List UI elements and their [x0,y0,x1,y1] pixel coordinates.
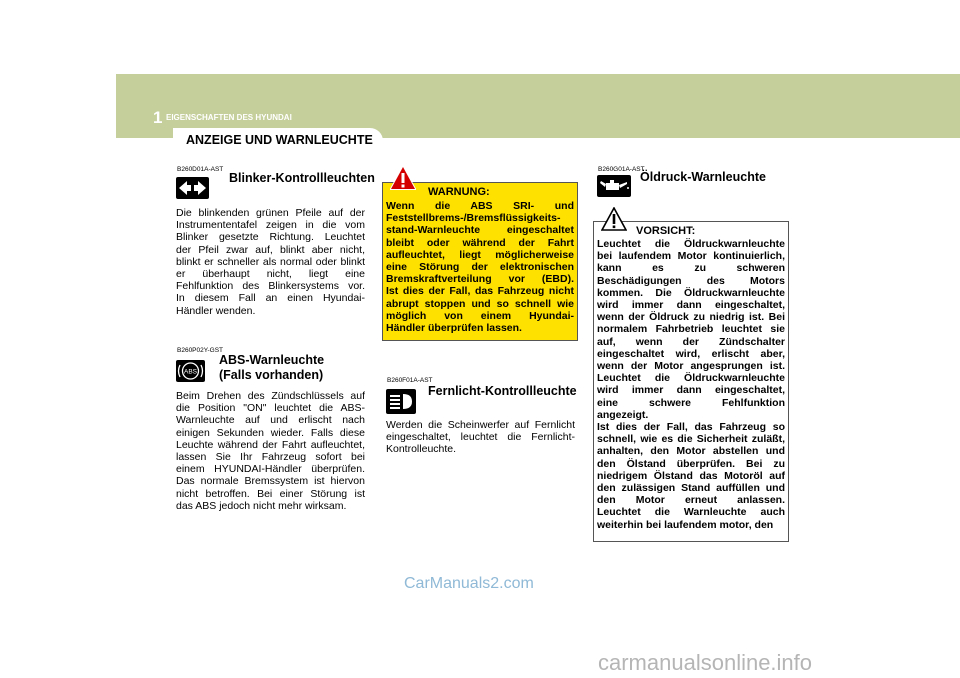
text-line: Fehlfunktion des Blinkersystems vor. [176,280,365,293]
text-line: möglich von einem Hyundai- [386,309,574,322]
text-line: nicht betroffen. Bei einer Störung ist [176,487,365,500]
text-line: blinkt er schneller als normal oder blinkt [176,255,365,268]
text-line: bei laufendem Motor kontinuierlich, [597,250,785,263]
text-line: Warnleuchte auf und erlischt nach [176,414,365,427]
text-line: eingeschaltet wird, erlischt aber, [597,347,785,360]
text-line: Das normale Bremssystem ist hiervon [176,475,365,488]
text-line: wird immer dann eingeschaltet, [597,299,785,312]
text-line: eingeschaltet, leuchtet die Fernlicht- [386,431,575,444]
highbeam-code: B260F01A-AST [387,377,433,384]
text-line: stand-Warnleuchte eingeschaltet [386,224,574,237]
warning-title: WARNUNG: [428,186,490,198]
text-line: Beschädigungen des Motors [597,274,785,287]
text-line: Leuchtet die Warnleuchte auch [597,506,785,519]
high-beam-icon [386,389,416,414]
text-line: das ABS jedoch nicht mehr wirksam. [176,499,347,512]
abs-title-line1: ABS-Warnleuchte [219,353,325,367]
watermark-bottom[interactable]: carmanualsonline.info [598,650,813,675]
text-line: Händler überprüfen lassen. [386,322,522,335]
text-line: In diesem Fall an einen Hyundai- [176,292,365,305]
text-line: abrupt stoppen und so schnell wie [386,297,574,310]
text-line: kann es zu schweren [597,262,785,275]
highbeam-text [386,419,575,456]
text-line: Ist dies der Fall, das Fahrzeug so [597,421,785,434]
text-line: angezeigt. [597,408,649,421]
text-line: er überhaupt nicht, liegt eine [176,268,365,281]
text-line: wenn der Motor angesprungen ist. [597,360,785,373]
text-line: Kontrolleuchte. [386,443,457,456]
abs-icon [176,360,205,382]
chapter-number: 1 [153,108,163,127]
text-line: anhalten, den Motor abstellen und [597,445,785,458]
text-line: der Pfeil zwar auf, blinkt aber nicht, [176,243,365,256]
text-line: Ist dies der Fall, das Fahrzeug nicht [386,285,574,298]
text-line: Werden die Scheinwerfer auf Fernlicht [386,419,575,431]
text-line: den Motor erneut anlassen. [597,494,785,507]
caution-text [597,238,785,531]
chapter-title: EIGENSCHAFTEN DES HYUNDAI [166,113,292,122]
text-line: kommen. Die Öldruckwarnleuchte [597,286,785,299]
text-line: lassen Sie Ihr Fahrzeug sofort bei [176,451,365,464]
turn-signal-arrows-icon [176,177,209,199]
text-line: aufleuchtet, liegt möglicherweise [386,248,574,261]
text-line: wird immer dann eingeschaltet, [597,384,785,397]
text-line: niedrigem Ölstand das Motoröl auf [597,469,785,482]
text-line: Leuchtet die Öldruckwarnleuchte [597,238,785,250]
abs-title-line2: (Falls vorhanden) [219,368,324,382]
blinker-title: Blinker-Kontrollleuchten [229,171,375,185]
text-line: eine schwere Fehlfunktion [597,396,785,409]
text-line: Instrumententafel zeigen in die vom [176,219,365,232]
text-line: Blinker gesetzte Richtung. Leuchtet [176,231,365,244]
text-line: den zulässigen Stand auffüllen und [597,482,785,495]
abs-text [176,390,365,512]
oil-code: B260G01A-AST [598,166,645,173]
text-line: Die blinkenden grünen Pfeile auf der [176,207,365,219]
abs-code: B260P02Y-GST [177,347,224,354]
abs-icon-label: ABS [183,368,198,376]
text-line: Leuchte während der Fahrt aufleuchtet, [176,438,365,451]
blinker-text [176,207,365,317]
text-line: Leuchtet die Öldruckwarnleuchte [597,372,785,385]
text-line: wenn der Öldruck zu niedrig ist. Bei [597,311,785,324]
text-line: bleibt oder während der Fahrt [386,236,574,249]
highbeam-title: Fernlicht-Kontrollleuchte [428,384,577,398]
caution-triangle-icon [601,207,627,231]
text-line: eine Störung der elektronischen [386,261,574,274]
text-line: Wenn die ABS SRI- und [386,200,574,212]
section-title: ANZEIGE UND WARNLEUCHTE [186,133,373,147]
text-line: weiterhin bei laufendem motor, den [597,518,774,531]
text-line: Händler wenden. [176,304,256,317]
text-line: Bremskraftverteilung vor (EBD). [386,273,574,286]
text-line: schnell, wie es die Sicherheit zuläßt, [597,433,785,446]
text-line: Feststellbrems-/Bremsflüssigkeits- [386,212,561,225]
oil-can-icon [597,175,631,197]
oil-title: Öldruck-Warnleuchte [640,170,766,184]
warning-text [386,200,574,334]
text-line: Beim Drehen des Zündschlüssels auf [176,390,365,402]
text-line: die Position "ON" leuchtet die ABS- [176,402,365,415]
text-line: auf, wenn der Zündschalter [597,335,785,348]
text-line: einigen Sekunden wieder. Falls diese [176,426,365,439]
text-line: den Ölstand überprüfen. Bei zu [597,457,785,470]
caution-title: VORSICHT: [636,225,696,237]
text-line: einem HYUNDAI-Händler überprüfen. [176,463,365,476]
warning-triangle-icon [390,166,416,190]
watermark-top[interactable]: CarManuals2.com [404,575,534,592]
page-number: 56 [142,138,155,150]
blinker-code: B260D01A-AST [177,166,224,173]
text-line: normalem Fahrbetrieb leuchtet sie [597,323,785,336]
